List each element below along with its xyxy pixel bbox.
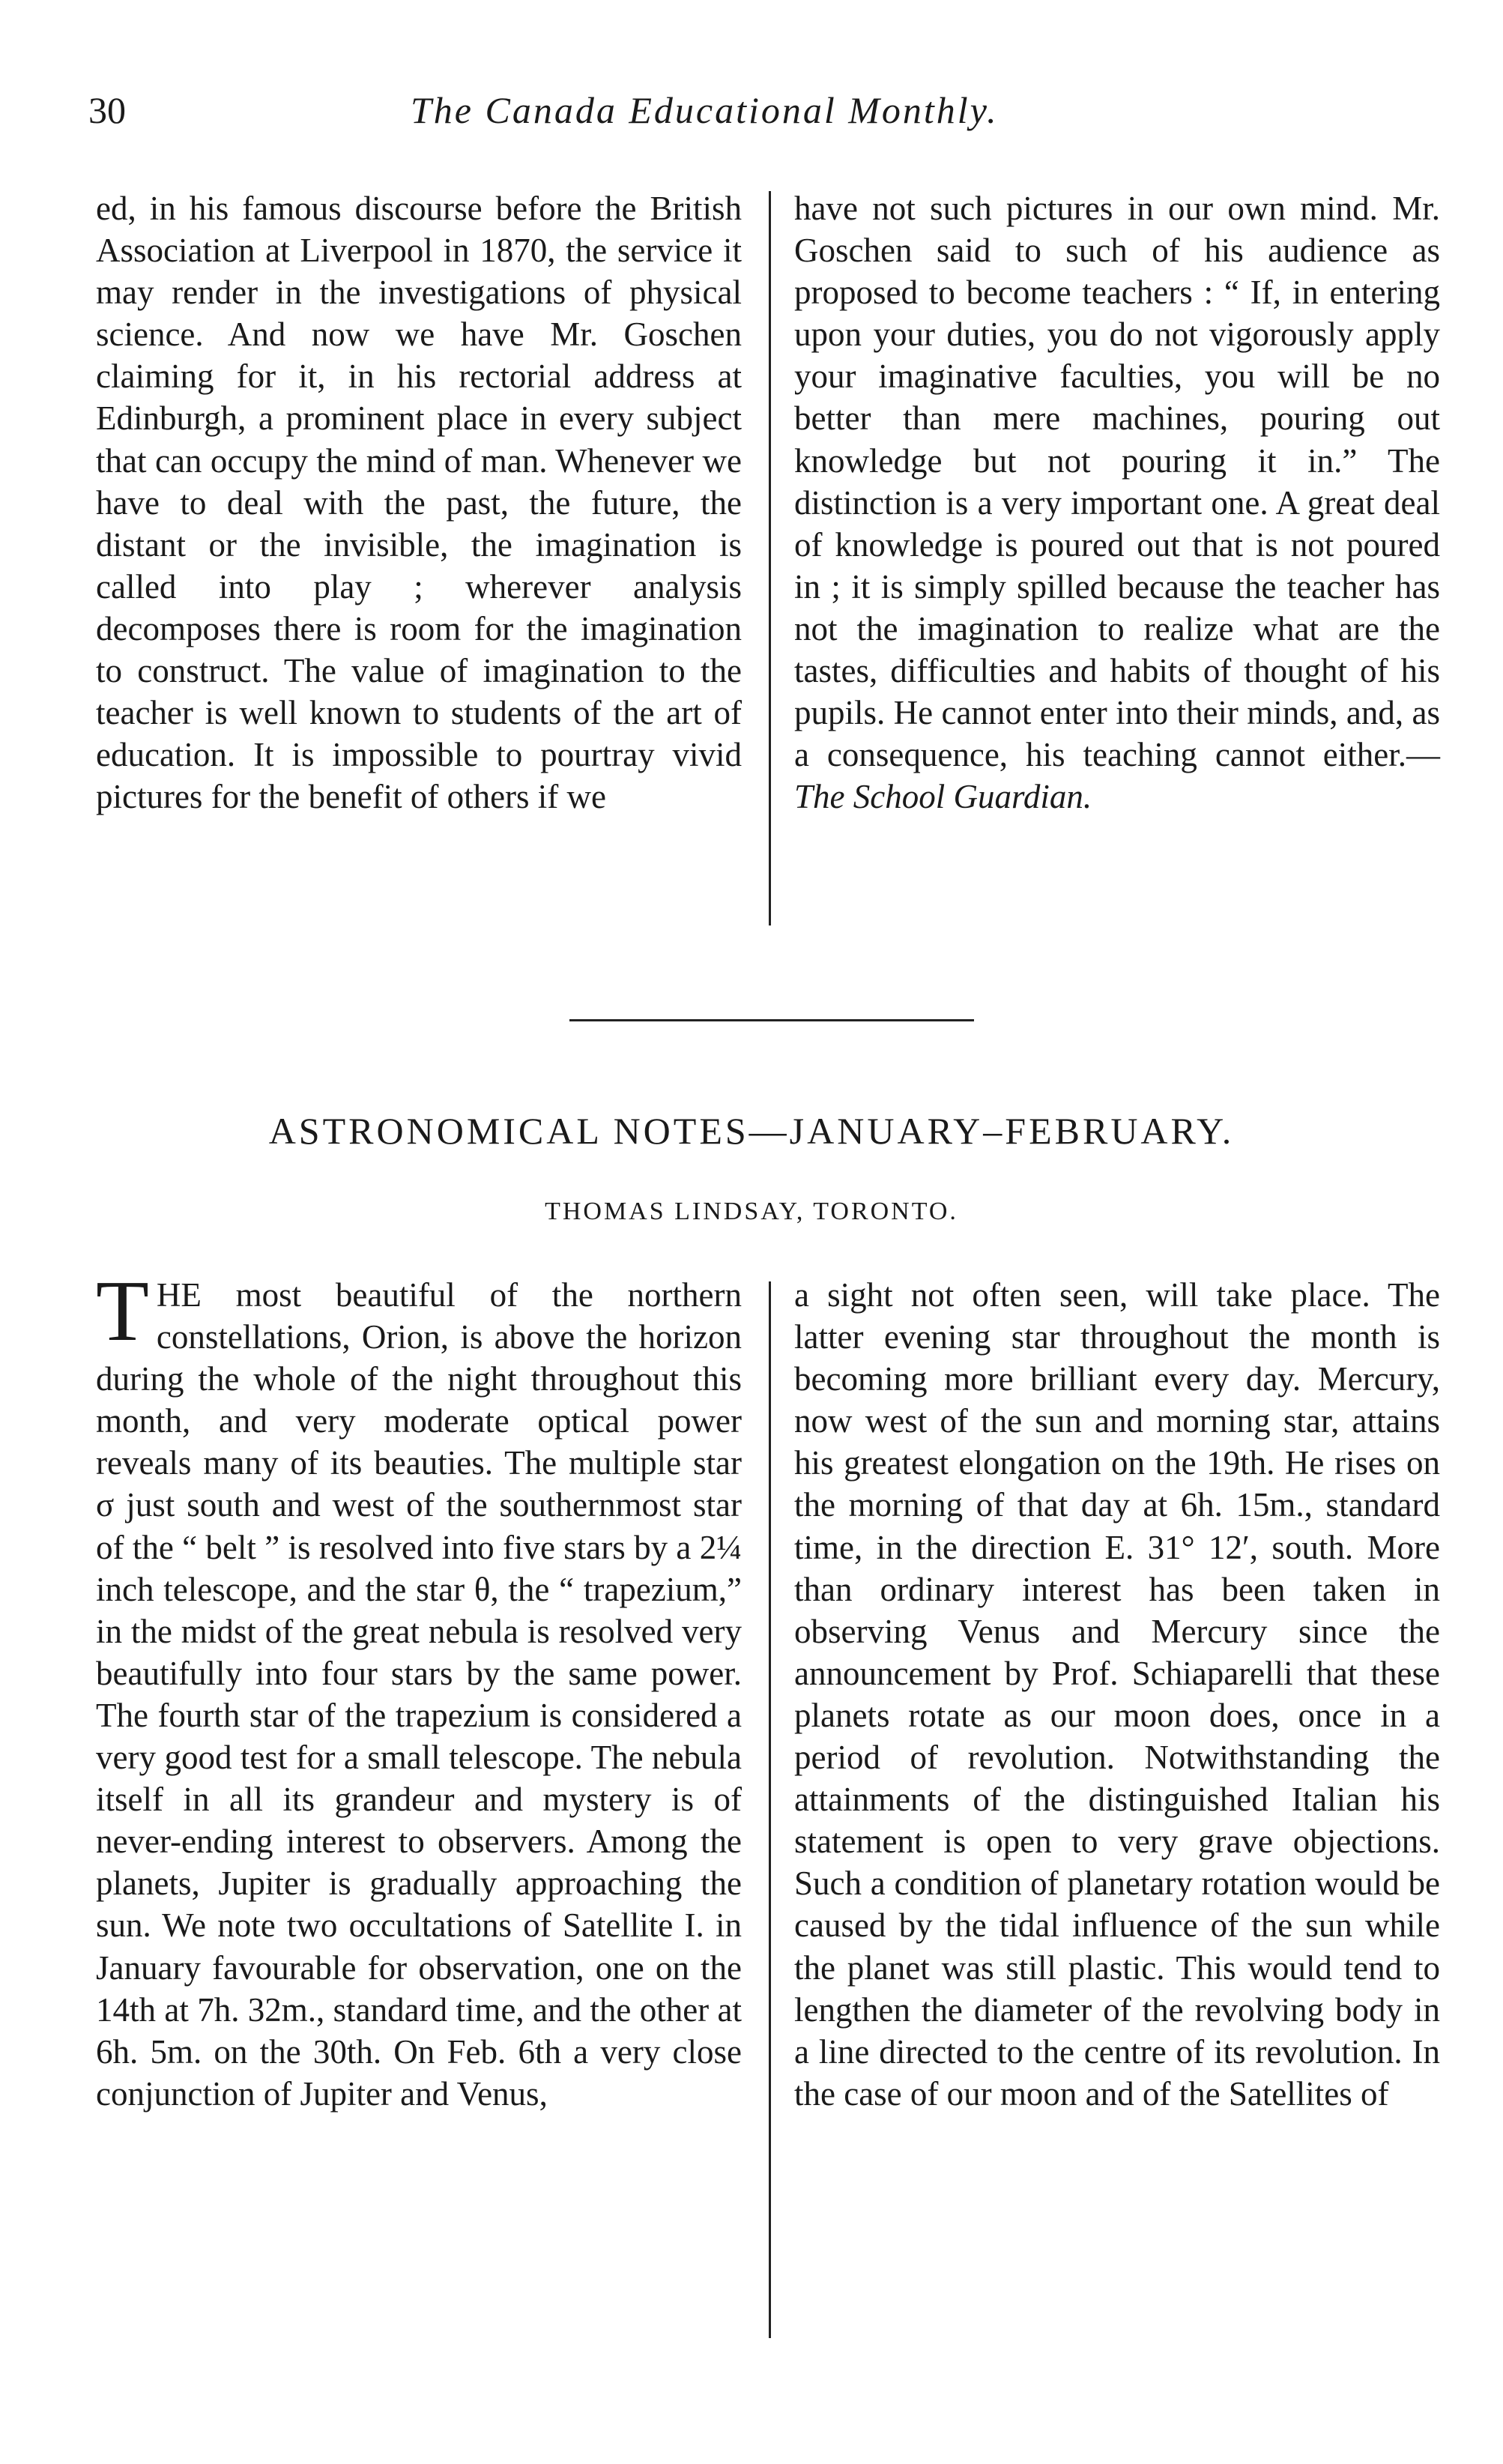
astro-article-left-text xyxy=(96,1263,742,2115)
top-article-right-text xyxy=(794,187,1440,818)
page-number: 30 xyxy=(88,89,126,131)
running-title: The Canada Educational Monthly. xyxy=(411,89,999,131)
top-article-right-body: have not such pictures in our own mind. Mr. Goschen said to such of his audience as proposed to become teachers : “ If, in entering upon your duties, you do not vigorously apply your imaginative faculties, you will be no better than mere machines, pouring out knowledge but not pouring it in.” The distinction is a very important one. A great deal of knowledge is poured out that is not poured in ; it is simply spilled because the teacher has not the imagination to realize what are the tastes, difficulties and habits of thought of his pupils. He cannot enter into their minds, and, as a consequence, his teaching cannot either.— xyxy=(794,190,1440,774)
top-article-right-column xyxy=(794,187,1440,818)
astro-article-left-body: HE most beautiful of the northern constellations, Orion, is above the horizon during the whole of the night throughout this month, and very moderate optical power reveals many of its beauties. The multiple star σ just south and west of the southernmost star of the “ belt ” is resolved into five stars by a 2¼ inch telescope, and the star θ, the “ trapezium,” in the midst of the great nebula is resolved very beautifully into four stars by the same power. The fourth star of the trapezium is considered a very good test for a small telescope. The nebula itself in all its grandeur and mystery is of never-ending interest to observers. Among the planets, Jupiter is gradually approaching the sun. We note two occultations of Satellite I. in January favourable for observation, one on the 14th at 7h. 32m., standard time, and the other at 6h. 5m. on the 30th. On Feb. 6th a very close conjunction of Jupiter and Venus, xyxy=(96,1276,742,2113)
section-title: ASTRONOMICAL NOTES—JANUARY–FEBRUARY. xyxy=(268,1110,1235,1152)
astro-article-right-column xyxy=(794,1274,1440,2115)
bottom-column-divider xyxy=(769,1281,771,2338)
astro-article-left-column xyxy=(96,1263,742,2115)
top-column-divider xyxy=(769,191,771,925)
top-article-left-text: ed, in his famous discourse before the British Association at Liverpool in 1870, the service it may render in the investigations of physical science. And now we have Mr. Goschen claiming for it, in his rectorial address at Edinburgh, a prominent place in every subject that can occupy the mind of man. Whenever we have to deal with the past, the future, the distant or the invisible, the imagination is called into play ; wherever analysis decomposes there is room for the imagination to construct. The value of imagination to the teacher is well known to students of the art of education. It is impossible to pourtray vivid pictures for the benefit of others if we xyxy=(96,190,742,816)
astro-article-right-text: a sight not often seen, will take place. The latter evening star throughout the month is becoming more brilliant every day. Mercury, now west of the sun and morning star, attains his greatest elongation on the 19th. He rises on the morning of that day at 6h. 15m., standard time, in the direction E. 31° 12′, south. More than ordinary interest has been taken in observing Venus and Mercury since the announcement by Prof. Schiaparelli that these planets rotate as our moon does, once in a period of revolution. Notwithstanding the attainments of the distinguished Italian his statement is open to very grave objections. Such a condition of planetary rotation would be caused by the tidal influence of the sun while the planet was still plastic. This would tend to lengthen the diameter of the revolving body in a line directed to the centre of its revolution. In the case of our moon and of the Satellites of xyxy=(794,1276,1440,2113)
top-article-left-column xyxy=(96,187,742,818)
section-separator xyxy=(569,1019,974,1021)
drop-cap: T xyxy=(96,1263,149,1359)
source-citation: The School Guardian. xyxy=(794,778,1092,816)
page-header xyxy=(88,88,1107,148)
author-byline: THOMAS LINDSAY, TORONTO. xyxy=(545,1198,958,1225)
